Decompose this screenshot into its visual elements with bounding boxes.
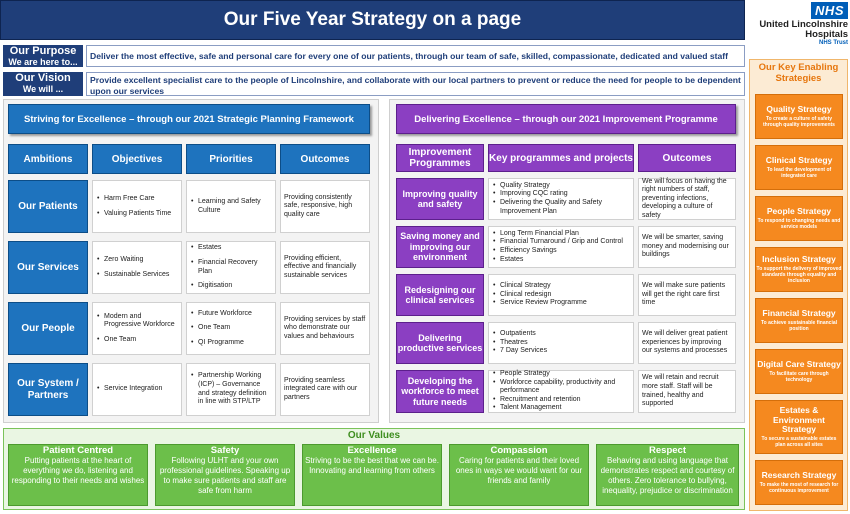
vision-label-title: Our Vision [15, 72, 71, 84]
priorities-cell [186, 180, 276, 233]
strategy-description: To lead the development of integrated care [766, 166, 832, 179]
list-item: • Sustainable Services [96, 271, 178, 280]
ambition-system-partners: Our System / Partners [8, 363, 88, 416]
vision-label-sub: We will ... [22, 84, 64, 94]
column-outcomes-right: Outcomes [638, 144, 736, 172]
improvement-programme-heading: Delivering Excellence – through our 2021 Improvement Programme [396, 104, 736, 134]
strategy-financial [755, 298, 843, 343]
outcome-cell: Providing consistently safe, responsive, high quality care [280, 180, 370, 233]
list-item: • Zero Waiting [96, 256, 178, 265]
value-description: Putting patients at the heart of everything we do, listening and responding to their needs and wishes [11, 456, 145, 485]
strategy-name: People Strategy [766, 206, 832, 217]
outcome-cell: We will deliver great patient experiences by improving our systems and processes [638, 322, 736, 364]
list-item: • Estates [190, 244, 272, 253]
value-respect [596, 444, 739, 506]
column-outcomes: Outcomes [280, 144, 370, 174]
page-title: Our Five Year Strategy on a page [0, 0, 745, 40]
list-item: • Financial Recovery Plan [190, 259, 272, 276]
strategy-quality [755, 94, 843, 139]
projects-cell [488, 226, 634, 268]
list-item: • Quality Strategy [492, 182, 630, 191]
programme-redesigning-clinical: Redesigning our clinical services [396, 274, 484, 316]
list-item: • Financial Turnaround / Grip and Control [492, 238, 630, 247]
list-item: • Theatres [492, 339, 630, 348]
logo-line-3: NHS Trust [818, 40, 848, 46]
list-item: • 7 Day Services [492, 347, 630, 356]
purpose-statement: Deliver the most effective, safe and personal care for every one of our patients, through our team of safe, skilled, compassionate, dedicated and valued staff [86, 45, 745, 67]
value-safety [155, 444, 295, 506]
strategy-research [755, 460, 843, 505]
ambition-patients: Our Patients [8, 180, 88, 233]
list-item: • Efficiency Savings [492, 247, 630, 256]
strategy-digital-care [755, 349, 843, 394]
value-description: Following ULHT and your own professional guidelines. Speaking up to make sure patients and staff are safe from harm [159, 456, 291, 495]
outcome-cell: We will retain and recruit more staff. Staff will be trained, healthy and supported [638, 370, 736, 413]
values-title: Our Values [347, 430, 401, 441]
priorities-cell [186, 241, 276, 294]
value-description: Caring for patients and their loved ones in ways we would want for our friends and family [455, 456, 583, 485]
list-item: • Harm Free Care [96, 195, 178, 204]
list-item: • Service Integration [96, 385, 178, 394]
column-ambitions: Ambitions [8, 144, 88, 174]
ambition-services: Our Services [8, 241, 88, 294]
list-item: • Workforce capability, productivity and performance [492, 379, 630, 396]
strategy-inclusion [755, 247, 843, 292]
programme-saving-money: Saving money and improving our environment [396, 226, 484, 268]
outcome-cell: We will make sure patients will get the right care first time [638, 274, 736, 316]
list-item: • Talent Management [492, 404, 630, 413]
list-item: • Outpatients [492, 330, 630, 339]
strategy-description: To secure a sustainable estates plan across all sites [761, 435, 837, 448]
list-item: • Improving CQC rating [492, 190, 630, 199]
list-item: • Delivering the Quality and Safety Improvement Plan [492, 199, 630, 216]
list-item: • One Team [96, 336, 178, 345]
value-name: Respect [649, 445, 686, 456]
nhs-logo-mark: NHS [811, 2, 848, 19]
value-name: Excellence [347, 445, 397, 456]
strategy-name: Financial Strategy [762, 308, 836, 319]
programme-productive-services: Delivering productive services [396, 322, 484, 364]
list-item: • Clinical Strategy [492, 282, 630, 291]
projects-cell [488, 274, 634, 316]
strategy-description: To respond to changing needs and service models [757, 217, 841, 230]
column-key-programmes: Key programmes and projects [488, 144, 634, 172]
list-item: • QI Programme [190, 339, 272, 348]
ambition-people: Our People [8, 302, 88, 355]
priorities-cell [186, 363, 276, 416]
value-description: Striving to be the best that we can be. Innovating and learning from others [305, 456, 439, 475]
list-item: • Learning and Safety Culture [190, 198, 272, 215]
value-patient-centred [8, 444, 148, 506]
projects-cell [488, 370, 634, 413]
value-name: Patient Centred [42, 445, 114, 456]
value-description: Behaving and using language that demonstrates respect and courtesy of others. Zero tolerance to bullying, inequality, prejudice or discrimination [600, 456, 735, 495]
list-item: • Clinical redesign [492, 291, 630, 300]
strategy-description: To support the delivery of improved standards through equality and inclusion [756, 265, 842, 284]
list-item: • One Team [190, 324, 272, 333]
list-item: • Modern and Progressive Workforce [96, 313, 178, 330]
planning-framework-heading: Striving for Excellence – through our 2021 Strategic Planning Framework [8, 104, 370, 134]
value-compassion [449, 444, 589, 506]
list-item: • Partnership Working (ICP) – Governance and strategy definition in line with STP/LTP [190, 372, 272, 406]
programme-developing-workforce: Developing the workforce to meet future needs [396, 370, 484, 413]
value-excellence [302, 444, 442, 506]
list-item: • Digitisation [190, 282, 272, 291]
strategy-name: Quality Strategy [766, 104, 832, 115]
vision-label [3, 72, 83, 96]
strategy-description: To make the most of research for continuous improvement [759, 481, 839, 494]
column-priorities: Priorities [186, 144, 276, 174]
list-item: • Future Workforce [190, 310, 272, 319]
outcome-cell: We will be smarter, saving money and modernising our buildings [638, 226, 736, 268]
vision-statement: Provide excellent specialist care to the people of Lincolnshire, and collaborate with our local partners to prevent or reduce the need for people to be dependent upon our services [86, 72, 745, 96]
column-objectives: Objectives [92, 144, 182, 174]
list-item: • Estates [492, 256, 630, 265]
list-item: • Valuing Patients Time [96, 210, 178, 219]
logo-line-1: United Lincolnshire [759, 19, 848, 30]
objectives-cell [92, 241, 182, 294]
column-improvement-programmes: Improvement Programmes [396, 144, 484, 172]
list-item: • People Strategy [492, 370, 630, 379]
strategy-clinical [755, 145, 843, 190]
strategy-name: Clinical Strategy [765, 155, 833, 166]
value-name: Compassion [490, 445, 548, 456]
list-item: • Long Term Financial Plan [492, 230, 630, 239]
strategy-name: Research Strategy [761, 470, 837, 481]
nhs-logo [752, 2, 848, 48]
outcome-cell: We will focus on having the right numbers of staff, preventing infections, developing a culture of safety [638, 178, 736, 220]
strategy-description: To facilitate care through technology [769, 370, 829, 383]
projects-cell [488, 322, 634, 364]
list-item: • Recruitment and retention [492, 396, 630, 405]
programme-quality-safety: Improving quality and safety [396, 178, 484, 220]
objectives-cell [92, 363, 182, 416]
purpose-label-sub: We are here to... [8, 57, 78, 67]
enabling-strategies-title: Our Key Enabling Strategies [758, 62, 839, 84]
priorities-cell [186, 302, 276, 355]
strategy-description: To create a culture of safety through quality improvements [763, 115, 835, 128]
strategy-name: Digital Care Strategy [757, 359, 841, 370]
projects-cell [488, 178, 634, 220]
strategy-estates-environment [755, 400, 843, 454]
objectives-cell [92, 302, 182, 355]
list-item: • Service Review Programme [492, 299, 630, 308]
strategy-description: To achieve sustainable financial position [760, 319, 838, 332]
objectives-cell [92, 180, 182, 233]
purpose-label-title: Our Purpose [9, 45, 77, 57]
outcome-cell: Providing services by staff who demonstrate our values and behaviours [280, 302, 370, 355]
strategy-people [755, 196, 843, 241]
strategy-name: Estates & Environment Strategy [773, 405, 825, 435]
purpose-label [3, 45, 83, 67]
logo-line-2: Hospitals [805, 29, 848, 40]
outcome-cell: Providing seamless integrated care with our partners [280, 363, 370, 416]
strategy-name: Inclusion Strategy [762, 254, 836, 265]
outcome-cell: Providing efficient, effective and financially sustainable services [280, 241, 370, 294]
value-name: Safety [210, 445, 240, 456]
